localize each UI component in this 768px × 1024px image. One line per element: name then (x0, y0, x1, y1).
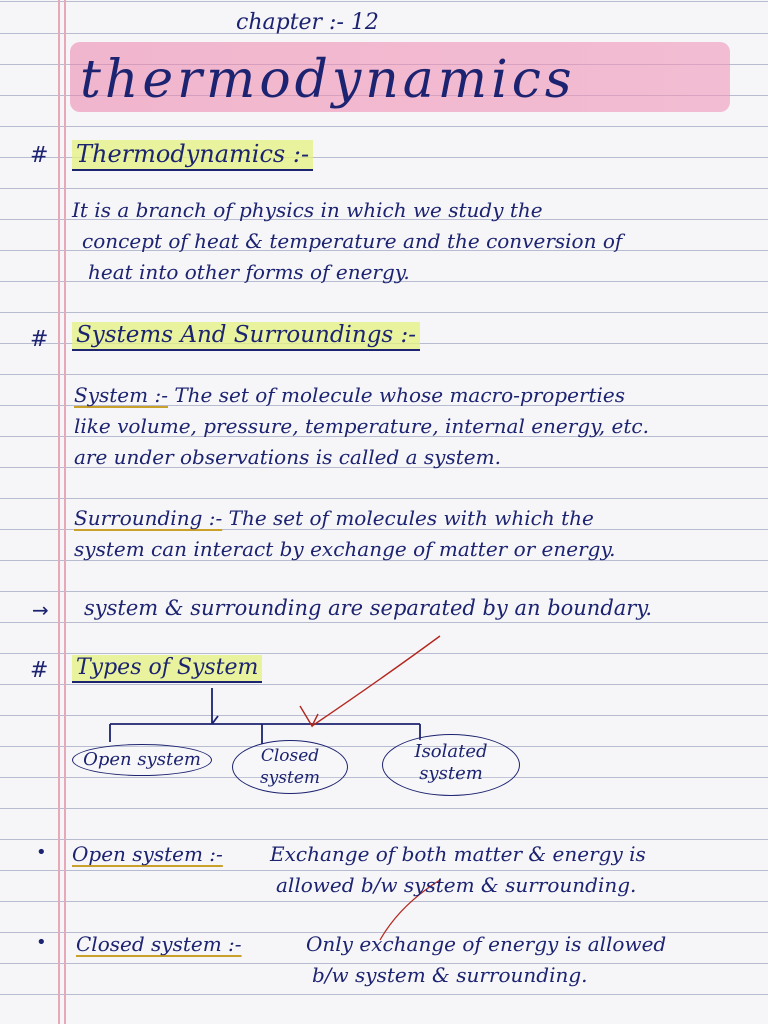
system-term: System :- (74, 383, 168, 407)
closed-system-line-2: b/w system & surrounding. (312, 963, 588, 987)
chapter-label: chapter :- 12 (236, 10, 379, 35)
open-system-line-1: Exchange of both matter & energy is (270, 842, 646, 866)
systems-heading: Systems And Surroundings :- (72, 322, 420, 348)
open-system-line-2: allowed b/w system & surrounding. (276, 873, 637, 897)
open-system-node: Open system (72, 744, 212, 776)
system-definition-line-3: are under observations is called a system. (74, 445, 501, 469)
thermo-line-3: heat into other forms of energy. (88, 260, 410, 284)
open-system-term: Open system :- (72, 842, 223, 866)
section-marker: # (30, 327, 49, 352)
closed-system-node: Closed system (232, 740, 348, 794)
isolated-system-node: Isolated system (382, 734, 520, 796)
closed-system-term: Closed system :- (76, 932, 242, 956)
thermo-line-1: It is a branch of physics in which we study the (72, 198, 543, 222)
boundary-note: system & surrounding are separated by an boundary. (84, 596, 653, 620)
surrounding-definition-line-1: Surrounding :- The set of molecules with which the (74, 506, 594, 530)
red-pen-stroke (312, 636, 440, 726)
types-heading: Types of System (72, 655, 262, 680)
section-marker: # (30, 658, 49, 683)
surrounding-definition-line-2: system can interact by exchange of matter or energy. (74, 537, 616, 561)
closed-system-line-1: Only exchange of energy is allowed (306, 932, 667, 956)
system-definition-line-1: System :- The set of molecule whose macro-properties (74, 383, 626, 407)
system-definition-line-2: like volume, pressure, temperature, internal energy, etc. (74, 414, 649, 438)
arrow-marker: → (32, 598, 49, 622)
tree-connector-lines (110, 688, 420, 744)
banner-word: thermodynamics (80, 50, 576, 110)
surrounding-term: Surrounding :- (74, 506, 223, 530)
thermo-heading: Thermodynamics :- (72, 140, 313, 168)
section-marker: # (30, 143, 49, 168)
thermo-line-2: concept of heat & temperature and the conversion of (82, 229, 623, 253)
bullet: • (36, 932, 47, 953)
bullet: • (36, 842, 47, 863)
